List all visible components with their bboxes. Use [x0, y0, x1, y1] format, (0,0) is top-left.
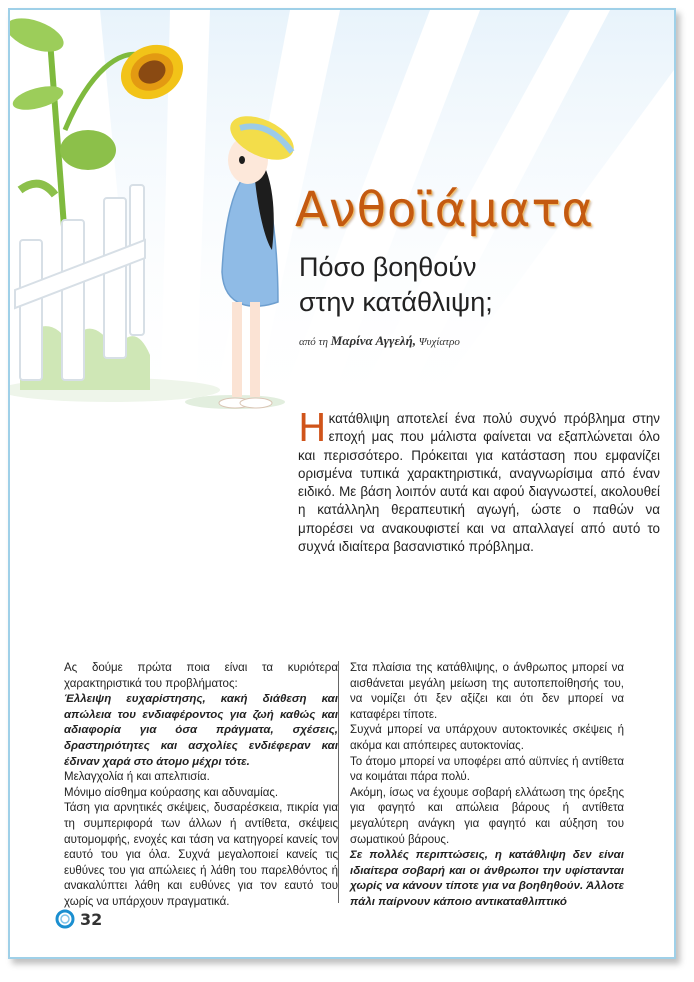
right-paragraph-4: Ακόμη, ίσως να έχουμε σοβαρή ελλάτωση της όρεξης για φαγητό και απώλεια βάρους ή αντίθετα μεγαλύτερη ανάγκη για φαγητό και αύξηση του σωματικού βάρους. — [350, 786, 624, 846]
right-paragraph-3: Το άτομο μπορεί να υποφέρει από αϋπνίες ή αντίθετα να κοιμάται πάρα πολύ. — [350, 755, 624, 784]
byline-prefix: από τη — [299, 336, 328, 348]
byline-role: Ψυχίατρο — [418, 336, 460, 348]
article-title: Ανθοϊάματα — [295, 182, 594, 238]
magazine-page — [8, 8, 676, 959]
byline — [299, 333, 659, 349]
left-paragraph-2: Έλλειψη ευχαρίστησης, κακή διάθεση και απώλεια του ενδιαφέροντος για ζωή καθώς και αδιαφορία για όσα πράγματα, σχέσεις, δραστηριότητες και ασχολίες ενδιέφεραν και έδιναν χαρά στο άτομο μέχρι τότε. — [64, 693, 338, 768]
page-number-text: 32 — [80, 909, 103, 929]
page-number — [54, 908, 102, 930]
article-subtitle — [299, 250, 659, 320]
intro-text: κατάθλιψη αποτελεί ένα πολύ συχνό πρόβλημα στην εποχή μας που μάλιστα φαίνεται να εξαπλώνεται όλο και περισσότερο. Πρόκειται για κατάσταση που εμφανίζει ορισμένα τυπικά χαρακτηριστικά, αναγνωρίσιμα από έναν ειδικό. Με βάση λοιπόν αυτά και αφού διαγνωστεί, ακολουθεί η κατάλληλη θεραπευτική αγωγή, ώστε ο παθών να μπορέσει να ανακουφιστεί και να απαλλαγεί από αυτό το συχνά ιδιαίτερα βασανιστικό πρόβλημα. — [298, 411, 660, 555]
left-paragraph-5: Τάση για αρνητικές σκέψεις, δυσαρέσκεια, πικρία για τη συμπεριφορά των άλλων ή αντίθετα, σκέψεις αυτομομφής, ενοχές και τάση να κατηγορεί κανείς τον εαυτό του για όλα. Συχνά μεγαλοποιεί κανείς τις ευθύνες του για απώλειες ή λάθη του παρελθόντος ή ανακαλύπτει λάθη και ευθύνες για τον εαυτό του χωρίς να υπάρχουν πραγματικά. — [64, 802, 338, 908]
byline-author: Μαρίνα Αγγελή, — [330, 333, 416, 348]
intro-paragraph — [298, 406, 660, 556]
left-paragraph-3: Μελαγχολία ή και απελπισία. — [64, 771, 210, 784]
left-paragraph-4: Μόνιμο αίσθημα κούρασης και αδυναμίας. — [64, 786, 279, 799]
girl-sunflower-illustration — [10, 10, 310, 430]
right-column — [350, 661, 624, 911]
left-column — [64, 661, 338, 911]
right-paragraph-5: Σε πολλές περιπτώσεις, η κατάθλιψη δεν είναι ιδιαίτερα σοβαρή και οι άνθρωποι την υφίστανται χωρίς να κάνουν τίποτε για να βοηθηθούν. Άλλοτε πάλι παίρνουν κάποιο αντικαταθλιπτικό — [350, 849, 624, 908]
drop-cap: Η — [298, 406, 327, 450]
right-paragraph-2: Συχνά μπορεί να υπάρχουν αυτοκτονικές σκέψεις ή ακόμα και απόπειρες αυτοκτονίας. — [350, 724, 624, 752]
subtitle-line-2: στην κατάθλιψη; — [299, 287, 493, 317]
right-paragraph-1: Στα πλαίσια της κατάθλιψης, ο άνθρωπος μπορεί να αισθάνεται μεγάλη μείωση της αυτοπεποίθησής του, να νομίζει ότι ξεν αξίζει και ότι δεν μπορεί να καταφέρει τίποτε. — [350, 662, 624, 721]
column-divider — [338, 661, 339, 903]
page-ring-icon — [54, 908, 76, 930]
left-paragraph-1: Ας δούμε πρώτα ποια είναι τα κυριότερα χαρακτηριστικά του προβλήματος: — [64, 662, 338, 690]
subtitle-line-1: Πόσο βοηθούν — [299, 252, 477, 282]
